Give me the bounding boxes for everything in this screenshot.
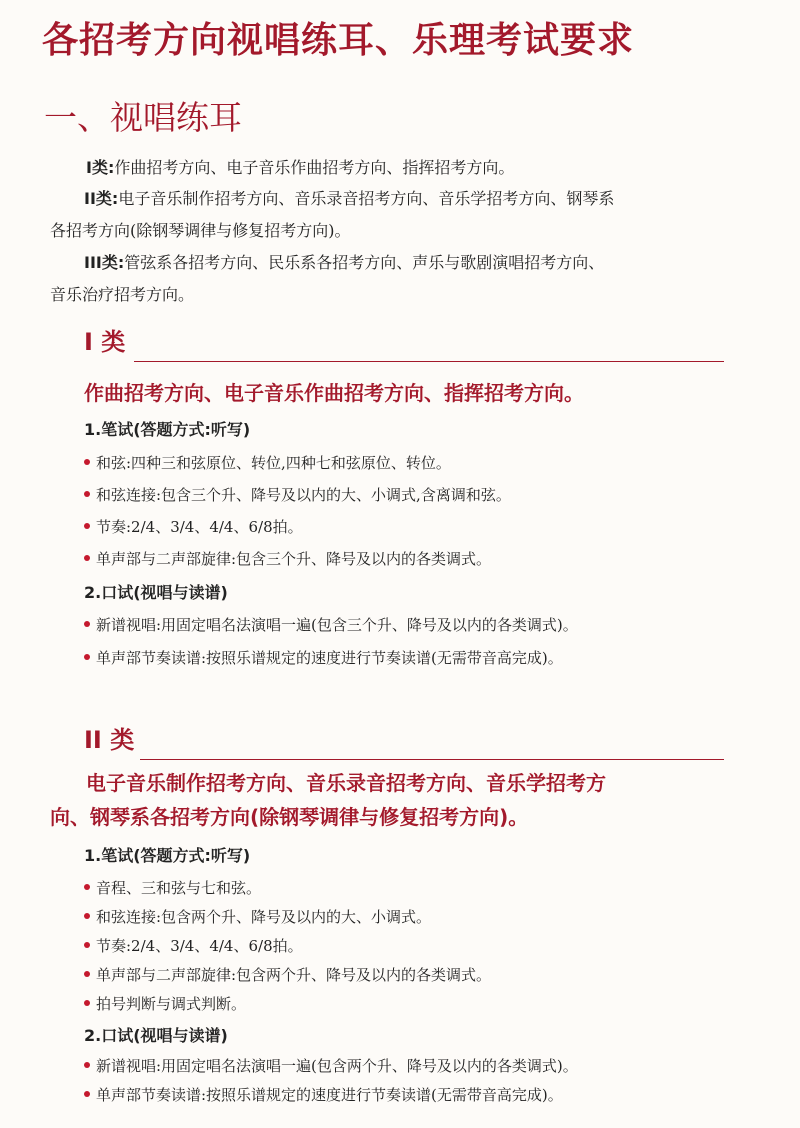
bullet-icon <box>84 1091 90 1097</box>
bullet-icon <box>84 913 90 919</box>
list-item <box>84 484 764 505</box>
bullet-icon <box>84 942 90 948</box>
class-i-subtitle: 作曲招考方向、电子音乐作曲招考方向、指挥招考方向。 <box>84 381 584 405</box>
category-text-cont: 音乐治疗招考方向。 <box>50 285 195 304</box>
subtitle-line: 电子音乐制作招考方向、音乐录音招考方向、音乐学招考方 <box>86 771 606 795</box>
list-item <box>84 516 764 537</box>
bullet-icon <box>84 884 90 890</box>
bullet-icon <box>84 523 90 529</box>
category-text-cont: 各招考方向(除钢琴调律与修复招考方向)。 <box>50 221 351 240</box>
list-item-text: 单声部与二声部旋律:包含两个升、降号及以内的各类调式。 <box>96 966 492 984</box>
list-item-text: 单声部节奏读谱:按照乐谱规定的速度进行节奏读谱(无需带音高完成)。 <box>96 649 563 667</box>
bullet-icon <box>84 459 90 465</box>
list-item-text: 音程、三和弦与七和弦。 <box>96 879 262 897</box>
list-item <box>84 1084 764 1105</box>
list-item <box>84 877 764 898</box>
list-item <box>84 1055 764 1076</box>
list-item-text: 单声部节奏读谱:按照乐谱规定的速度进行节奏读谱(无需带音高完成)。 <box>96 1086 563 1104</box>
list-item-text: 节奏:2/4、3/4、4/4、6/8拍。 <box>96 518 303 536</box>
bullet-icon <box>84 654 90 660</box>
heading-underline <box>134 361 724 362</box>
class-ii-heading <box>84 720 724 760</box>
section-title: 一、视唱练耳 <box>44 98 242 137</box>
oral-exam-heading: 2.口试(视唱与读谱) <box>84 583 228 602</box>
heading-underline <box>140 759 724 760</box>
list-item-text: 新谱视唱:用固定唱名法演唱一遍(包含两个升、降号及以内的各类调式)。 <box>96 1057 578 1075</box>
category-ii-definition <box>50 183 750 247</box>
list-item-text: 新谱视唱:用固定唱名法演唱一遍(包含三个升、降号及以内的各类调式)。 <box>96 616 578 634</box>
list-item <box>84 647 764 668</box>
category-i-definition <box>50 152 750 184</box>
oral-exam-heading: 2.口试(视唱与读谱) <box>84 1026 228 1045</box>
list-item-text: 节奏:2/4、3/4、4/4、6/8拍。 <box>96 937 303 955</box>
category-text: 作曲招考方向、电子音乐作曲招考方向、指挥招考方向。 <box>114 158 515 177</box>
list-item <box>84 935 764 956</box>
list-item-text: 和弦连接:包含两个升、降号及以内的大、小调式。 <box>96 908 432 926</box>
bullet-icon <box>84 971 90 977</box>
written-exam-heading: 1.笔试(答题方式:听写) <box>84 846 251 865</box>
document-title: 各招考方向视唱练耳、乐理考试要求 <box>42 20 635 61</box>
class-ii-subtitle <box>86 766 746 800</box>
list-item <box>84 614 764 635</box>
list-item <box>84 993 764 1014</box>
category-text: 电子音乐制作招考方向、音乐录音招考方向、音乐学招考方向、钢琴系 <box>118 189 615 208</box>
written-exam-heading: 1.笔试(答题方式:听写) <box>84 420 251 439</box>
list-item <box>84 906 764 927</box>
list-item-text: 单声部与二声部旋律:包含三个升、降号及以内的各类调式。 <box>96 550 492 568</box>
category-text: 管弦系各招考方向、民乐系各招考方向、声乐与歌剧演唱招考方向、 <box>124 253 605 272</box>
bullet-icon <box>84 1062 90 1068</box>
class-heading-text: II 类 <box>84 726 135 754</box>
category-iii-definition <box>50 247 750 311</box>
class-i-heading <box>84 322 724 362</box>
category-label: II类: <box>84 189 119 208</box>
bullet-icon <box>84 491 90 497</box>
list-item <box>84 548 764 569</box>
list-item <box>84 452 764 473</box>
list-item-text: 和弦连接:包含三个升、降号及以内的大、小调式,含离调和弦。 <box>96 486 511 504</box>
bullet-icon <box>84 621 90 627</box>
bullet-icon <box>84 555 90 561</box>
class-ii-subtitle-cont: 向、钢琴系各招考方向(除钢琴调律与修复招考方向)。 <box>50 805 529 829</box>
category-label: I类: <box>86 158 115 177</box>
list-item-text: 和弦:四种三和弦原位、转位,四种七和弦原位、转位。 <box>96 454 451 472</box>
list-item <box>84 964 764 985</box>
class-heading-text: I 类 <box>84 328 126 356</box>
list-item-text: 拍号判断与调式判断。 <box>96 995 247 1013</box>
bullet-icon <box>84 1000 90 1006</box>
category-label: III类: <box>84 253 125 272</box>
